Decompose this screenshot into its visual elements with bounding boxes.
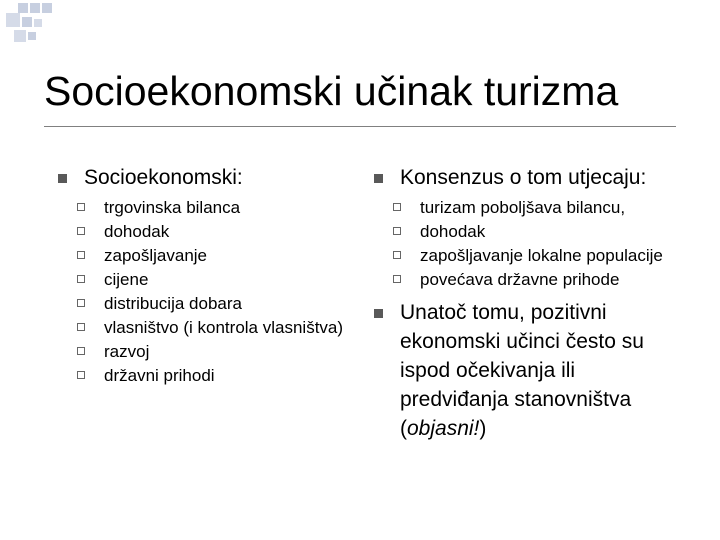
hollow-square-bullet-icon — [77, 275, 85, 283]
right-heading-item — [374, 163, 684, 192]
list-item: dohodak — [374, 220, 684, 244]
slide-title: Socioekonomski učinak turizma — [44, 68, 619, 114]
hollow-square-bullet-icon — [77, 323, 85, 331]
hollow-square-bullet-icon — [77, 347, 85, 355]
list-item: zapošljavanje lokalne populacije — [374, 244, 684, 268]
list-item: vlasništvo (i kontrola vlasništva) — [58, 316, 358, 340]
list-item: cijene — [58, 268, 358, 292]
right-sublist — [374, 196, 684, 292]
consensus-note: Unatoč tomu, pozitivni ekonomski učinci često su ispod očekivanja ili predviđanja stanovništva (objasni!) — [400, 301, 644, 440]
left-column — [58, 163, 358, 394]
square-bullet-icon — [374, 309, 383, 318]
hollow-square-bullet-icon — [77, 227, 85, 235]
list-item: trgovinska bilanca — [58, 196, 358, 220]
list-item: državni prihodi — [58, 364, 358, 388]
hollow-square-bullet-icon — [77, 299, 85, 307]
hollow-square-bullet-icon — [393, 227, 401, 235]
hollow-square-bullet-icon — [393, 275, 401, 283]
hollow-square-bullet-icon — [393, 203, 401, 211]
list-item: turizam poboljšava bilancu, — [374, 196, 684, 220]
left-heading: Socioekonomski: — [84, 166, 243, 189]
left-heading-item — [58, 163, 358, 192]
hollow-square-bullet-icon — [77, 203, 85, 211]
square-bullet-icon — [58, 174, 67, 183]
left-sublist — [58, 196, 358, 388]
list-item: zapošljavanje — [58, 244, 358, 268]
list-item: dohodak — [58, 220, 358, 244]
title-divider — [44, 126, 676, 127]
list-item: distribucija dobara — [58, 292, 358, 316]
hollow-square-bullet-icon — [77, 251, 85, 259]
right-column — [374, 163, 684, 447]
hollow-square-bullet-icon — [77, 371, 85, 379]
right-heading: Konsenzus o tom utjecaju: — [400, 166, 647, 189]
corner-decoration — [0, 0, 720, 50]
list-item: razvoj — [58, 340, 358, 364]
square-bullet-icon — [374, 174, 383, 183]
right-second-item — [374, 298, 684, 443]
list-item: povećava državne prihode — [374, 268, 684, 292]
hollow-square-bullet-icon — [393, 251, 401, 259]
